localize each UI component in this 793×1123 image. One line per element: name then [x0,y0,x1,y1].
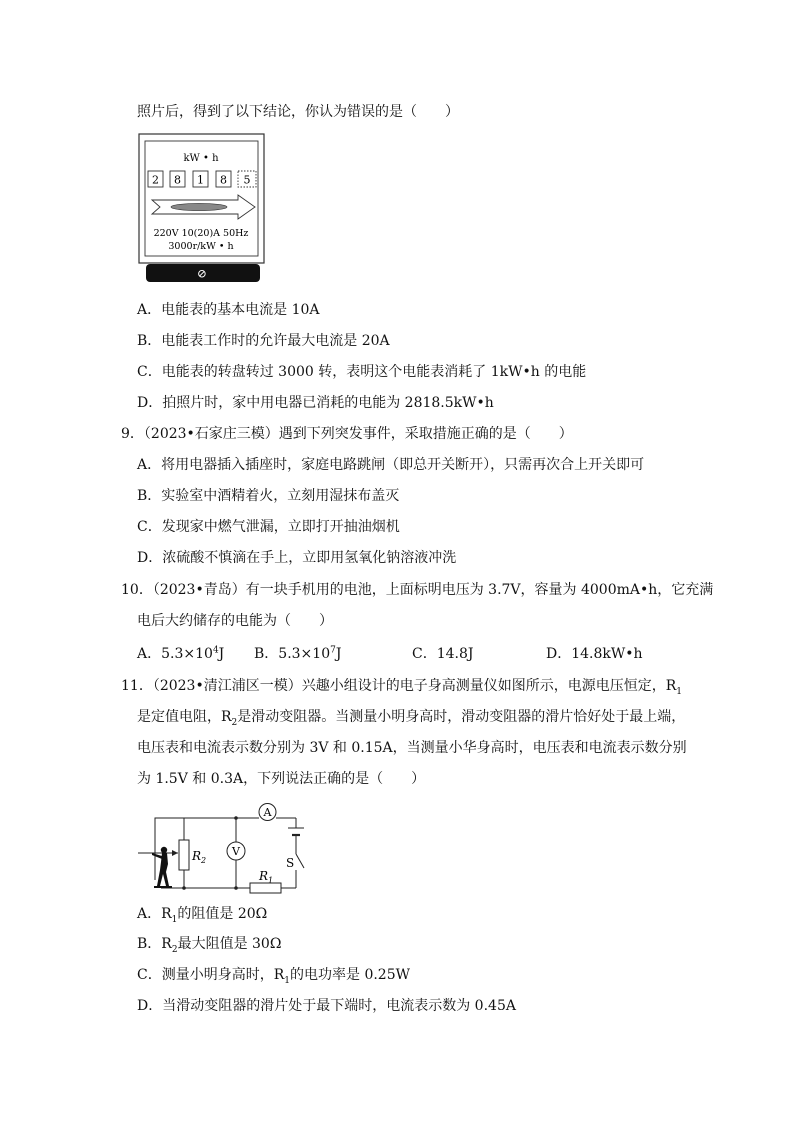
question-text: （2023•青岛）有一块手机用的电池，上面标明电压为 3.7V，容量为 4000mA•h，它充满 [152,582,714,598]
option-text: 的电功率是 0.25W [290,967,411,983]
option-item [137,301,320,319]
question-stem [121,677,682,695]
svg-text:R1: $R_1$ [259,869,274,885]
option-label: A． [137,302,162,318]
option-text: 最大阻值是 30Ω [177,936,282,952]
option-label: B． [137,333,162,349]
option-text: 电能表工作时的允许最大电流是 20A [161,333,390,349]
option-item [137,456,644,474]
option-text: 将用电器插入插座时，家庭电路跳闸（即总开关断开），只需再次合上开关即可 [161,457,645,473]
question-text-continued: 电压表和电流表示数分别为 3V 和 0.15A，当测量小华身高时，电压表和电流表示数分别 [137,740,687,756]
svg-text:V: V [232,845,240,858]
option-item [137,332,390,350]
option-item [137,935,281,953]
question-stem [121,581,713,599]
option-label: D． [137,395,163,411]
option-exponent: 7 [330,645,336,656]
option-label: B． [137,488,162,504]
option-text: 浓硫酸不慎滴在手上，立即用氢氧化钠溶液冲洗 [162,550,457,566]
option-text: 5.3×10 [278,646,331,662]
question-text: 是滑动变阻器。当测量小明身高时，滑动变阻器的滑片恰好处于最上端， [237,709,686,725]
option-label: B． [137,936,162,952]
option-exponent: 4 [212,645,219,656]
option-text: 拍照片时，家中用电器已消耗的电能为 2818.5kW•h [162,395,494,411]
meter-digit-decimal: 5 [243,173,251,187]
subscript: 2 [231,717,238,728]
option-text: R [161,906,172,922]
question-text-continued [137,708,685,726]
option-label: D． [137,550,163,566]
option-label: C． [137,519,162,535]
meter-digit: 8 [220,173,227,187]
meter-digit: 8 [174,173,181,187]
option-item [254,645,341,663]
option-unit: J [218,646,225,662]
meter-digit: 2 [152,173,159,187]
option-label: D． [137,998,163,1014]
option-label: A． [137,906,162,922]
switch-label: S [286,856,295,870]
voltmeter-icon [227,842,245,860]
question-text: （2023•清江浦区一模）兴趣小组设计的电子身高测量仪如图所示，电源电压恒定，R [152,678,677,694]
option-text: 电能表的转盘转过 3000 转，表明这个电能表消耗了 1kW•h 的电能 [161,364,587,380]
question-text: （2023•石家庄三模）遇到下列突发事件，采取措施正确的是（ ） [143,426,573,442]
svg-text:A: A [263,806,272,819]
option-item [137,645,224,663]
option-text: 14.8J [436,646,474,662]
option-item [137,905,267,923]
option-text: 14.8kW•h [571,646,643,662]
resistor-r1-icon [250,869,281,893]
question-text-continued: 电后大约储存的电能为（ ） [137,613,333,629]
option-label: C． [412,646,437,662]
subscript: 1 [676,686,682,697]
question-number: 10． [121,582,153,598]
option-text: R [161,936,172,952]
question-number: 11． [121,678,153,694]
circuit-diagram [138,798,308,894]
option-item [412,645,474,663]
question-stem [121,425,573,443]
ammeter-icon [259,804,276,821]
option-item [546,645,643,663]
prohibit-icon: ⊘ [196,266,208,281]
option-text: 发现家中燃气泄漏，立即打开抽油烟机 [161,519,400,535]
option-item [137,997,516,1015]
option-item [137,518,400,536]
electricity-meter-figure [138,133,265,283]
option-text: 的阻值是 20Ω [177,906,268,922]
question-text-continued: 为 1.5V 和 0.3A，下列说法正确的是（ ） [137,771,426,787]
option-label: C． [137,967,162,983]
question-intro: 照片后，得到了以下结论，你认为错误的是（ ） [137,104,459,120]
question-number: 9． [121,426,144,442]
question-text: 是定值电阻，R [137,709,232,725]
option-label: B． [254,646,279,662]
option-item [137,394,494,412]
svg-text:R2: $R_2$ [192,849,207,865]
option-item [137,966,410,984]
rheostat-r2-icon [179,840,206,870]
meter-spec-line2: 3000r/kW • h [168,241,234,252]
option-label: C． [137,364,162,380]
option-label: D． [546,646,572,662]
battery-icon [288,828,304,835]
option-item [137,363,586,381]
option-label: A． [137,646,162,662]
option-item [137,549,456,567]
subscript: 1 [284,975,290,986]
option-text: 当滑动变阻器的滑片处于最下端时，电流表示数为 0.45A [162,998,516,1014]
meter-digit: 1 [197,173,204,187]
option-text: 实验室中酒精着火，立刻用湿抹布盖灭 [161,488,400,504]
subscript: 2 [171,944,178,955]
subscript: 1 [171,914,178,925]
option-label: A． [137,457,162,473]
option-text: 测量小明身高时，R [161,967,285,983]
option-item [137,487,399,505]
meter-unit: kW • h [183,153,219,164]
meter-spec-line1: 220V 10(20)A 50Hz [153,228,249,239]
option-text: 电能表的基本电流是 10A [161,302,320,318]
option-unit: J [335,646,342,662]
option-text: 5.3×10 [161,646,213,662]
